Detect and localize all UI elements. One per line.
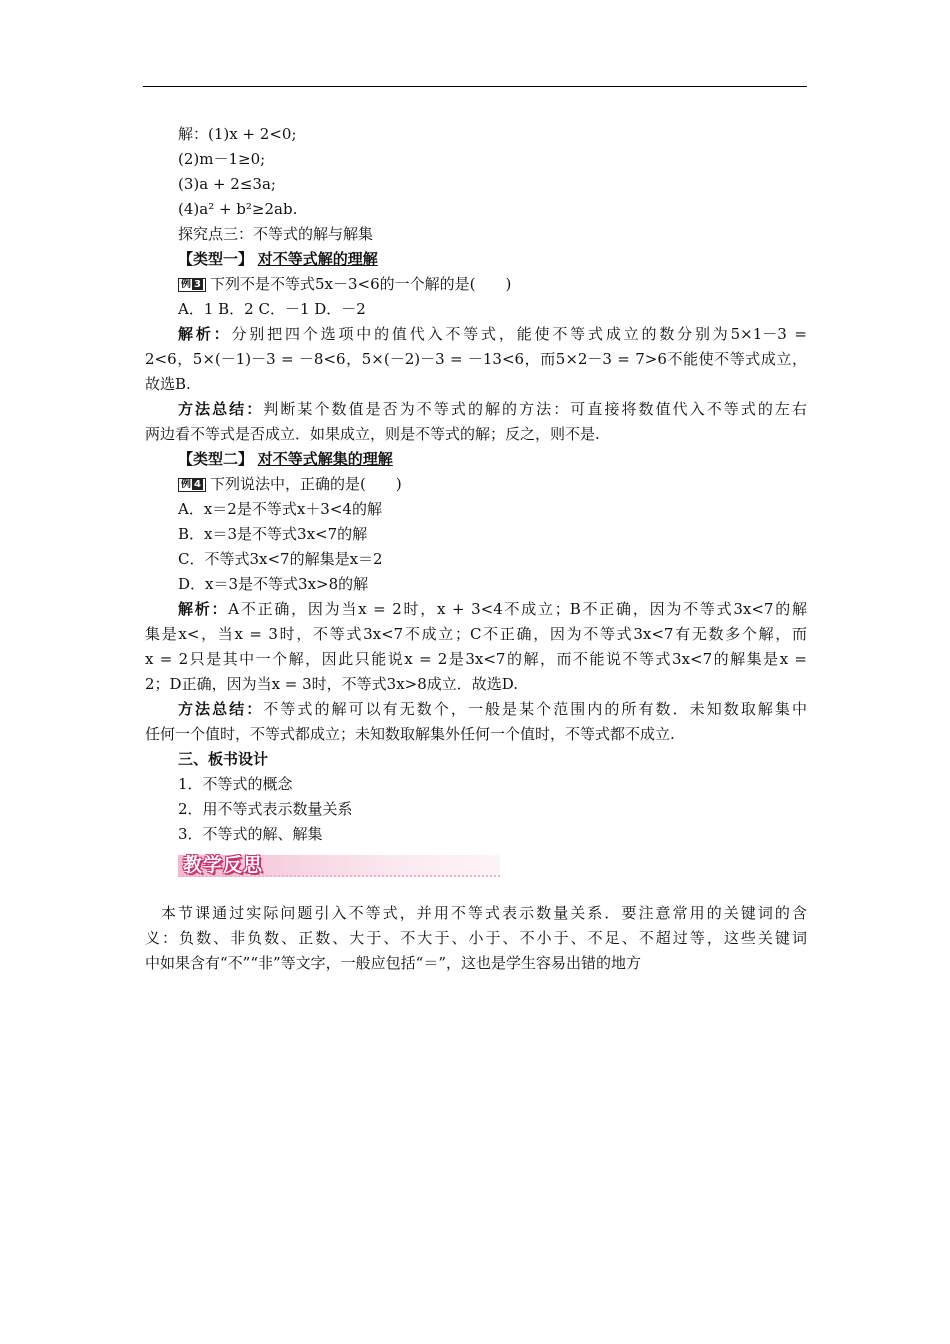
type2-bracket: 【类型二】 bbox=[178, 450, 254, 468]
reflection-line-1: 本节课通过实际问题引入不等式，并用不等式表示数量关系．要注意常用的关键词的含 bbox=[161, 904, 807, 922]
example4-question: 例 4 下列说法中，正确的是( ) bbox=[145, 472, 807, 497]
example4-analysis-1: 解析：A不正确，因为当x = 2时，x + 3<4不成立；B不正确，因为不等式3x<7的解 bbox=[178, 600, 807, 618]
solution-line-4: (4)a² + b²≥2ab. bbox=[178, 200, 298, 218]
header-rule bbox=[143, 86, 807, 87]
example4-option-c: C．不等式3x<7的解集是x＝2 bbox=[178, 550, 383, 568]
example3-analysis-3: 故选B. bbox=[145, 375, 191, 393]
solution-line-3: (3)a + 2≤3a; bbox=[178, 175, 276, 193]
example-badge-icon: 例 4 bbox=[178, 478, 206, 492]
solution-line-1: 解：(1)x + 2<0; bbox=[178, 125, 297, 143]
example4-option-a: A．x＝2是不等式x＋3<4的解 bbox=[178, 500, 382, 518]
board-item-1: 1．不等式的概念 bbox=[178, 775, 293, 793]
board-title: 三、板书设计 bbox=[178, 750, 269, 768]
teaching-reflection-banner bbox=[178, 851, 500, 879]
board-item-3: 3．不等式的解、解集 bbox=[178, 825, 323, 843]
reflection-line-2: 义：负数、非负数、正数、大于、不大于、小于、不小于、不足、不超过等，这些关键词 bbox=[145, 929, 807, 947]
example4-analysis-4: 2；D正确，因为当x = 3时，不等式3x>8成立．故选D. bbox=[145, 675, 519, 693]
banner-label: 教学反思 bbox=[183, 854, 264, 876]
example3-analysis-1: 解析：分别把四个选项中的值代入不等式，能使不等式成立的数分别为5×1－3 = bbox=[178, 325, 807, 343]
type2-heading bbox=[145, 447, 807, 472]
section3-title: 探究点三：不等式的解与解集 bbox=[178, 225, 374, 243]
type2-title: 对不等式解集的理解 bbox=[257, 450, 393, 468]
example3-question: 例 3 下列不是不等式5x－3<6的一个解的是( ) bbox=[145, 272, 807, 297]
example4-option-b: B．x＝3是不等式3x<7的解 bbox=[178, 525, 368, 543]
board-item-2: 2．用不等式表示数量关系 bbox=[178, 800, 353, 818]
document-body bbox=[145, 122, 807, 976]
example3-method-2: 两边看不等式是否成立．如果成立，则是不等式的解；反之，则不是. bbox=[145, 425, 600, 443]
reflection-paragraph bbox=[145, 901, 807, 976]
type1-heading bbox=[145, 247, 807, 272]
reflection-line-3: 中如果含有“不”“非”等文字，一般应包括“＝”，这也是学生容易出错的地方 bbox=[145, 954, 642, 972]
example3-method-1: 方法总结：判断某个数值是否为不等式的解的方法：可直接将数值代入不等式的左右 bbox=[178, 400, 807, 418]
example4-method-2: 任何一个值时，不等式都成立；未知数取解集外任何一个值时，不等式都不成立. bbox=[145, 725, 675, 743]
example4-analysis-2: 集是x<，当x = 3时，不等式3x<7不成立；C不正确，因为不等式3x<7有无数多个解，而 bbox=[145, 625, 807, 643]
type1-title: 对不等式解的理解 bbox=[257, 250, 378, 268]
example-badge-icon: 例 3 bbox=[178, 278, 206, 292]
example4-analysis-3: x = 2只是其中一个解，因此只能说x = 2是3x<7的解，而不能说不等式3x<7的解集是x = bbox=[145, 650, 807, 668]
example3-analysis-2: 2<6，5×(－1)－3 = －8<6，5×(－2)－3 = －13<6，而5×2－3 = 7>6不能使不等式成立， bbox=[145, 350, 807, 368]
type1-bracket: 【类型一】 bbox=[178, 250, 254, 268]
example4-option-d: D．x＝3是不等式3x>8的解 bbox=[178, 575, 369, 593]
example4-method-1: 方法总结：不等式的解可以有无数个，一般是某个范围内的所有数．未知数取解集中 bbox=[178, 700, 807, 718]
example3-options: A．1 B．2 C．－1 D．－2 bbox=[178, 300, 366, 318]
solution-line-2: (2)m－1≥0; bbox=[178, 150, 266, 168]
